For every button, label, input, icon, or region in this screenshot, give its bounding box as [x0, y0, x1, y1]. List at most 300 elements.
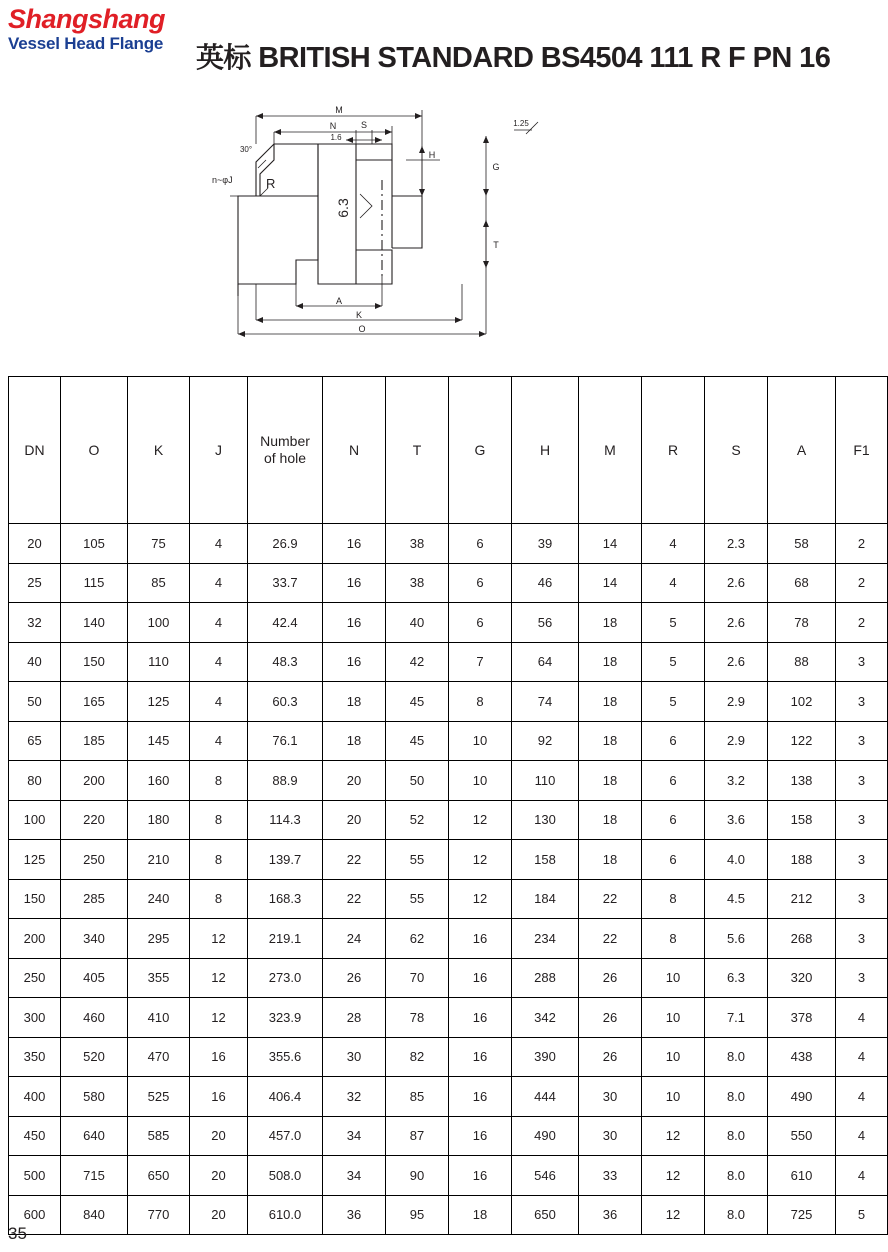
table-cell-t: 62	[386, 919, 449, 959]
table-cell-r: 6	[642, 761, 705, 801]
table-cell-h: 158	[512, 840, 579, 880]
table-cell-n: 24	[323, 919, 386, 959]
table-cell-h: 92	[512, 721, 579, 761]
drawing-label-h: H	[428, 150, 436, 160]
table-cell-f1: 3	[836, 919, 888, 959]
table-cell-h: 39	[512, 524, 579, 564]
table-cell-n: 34	[323, 1116, 386, 1156]
page-title-english: BRITISH STANDARD BS4504 111 R F PN 16	[258, 42, 831, 74]
column-header-h: H	[512, 377, 579, 524]
column-header-dn: DN	[9, 377, 61, 524]
table-cell-dn: 150	[9, 879, 61, 919]
table-cell-f1: 3	[836, 682, 888, 722]
table-cell-n: 16	[323, 524, 386, 564]
table-cell-dn: 80	[9, 761, 61, 801]
table-body	[9, 524, 888, 1235]
table-cell-r: 6	[642, 721, 705, 761]
column-header-r: R	[642, 377, 705, 524]
table-cell-j: 4	[190, 563, 248, 603]
table-cell-t: 95	[386, 1195, 449, 1235]
table-cell-a: 268	[768, 919, 836, 959]
table-cell-s: 8.0	[705, 1156, 768, 1196]
table-cell-number-of-hole: 610.0	[248, 1195, 323, 1235]
table-cell-t: 87	[386, 1116, 449, 1156]
table-cell-j: 20	[190, 1116, 248, 1156]
table-cell-n: 20	[323, 800, 386, 840]
table-cell-m: 22	[579, 919, 642, 959]
table-cell-t: 55	[386, 879, 449, 919]
table-cell-dn: 400	[9, 1077, 61, 1117]
drawing-label-n: N	[329, 121, 337, 131]
table-cell-g: 8	[449, 682, 512, 722]
table-cell-j: 12	[190, 998, 248, 1038]
table-row	[9, 1116, 888, 1156]
table-cell-h: 56	[512, 603, 579, 643]
column-header-g: G	[449, 377, 512, 524]
table-cell-dn: 250	[9, 958, 61, 998]
column-header-o: O	[61, 377, 128, 524]
table-row	[9, 919, 888, 959]
table-cell-j: 4	[190, 524, 248, 564]
table-cell-dn: 350	[9, 1037, 61, 1077]
table-cell-g: 16	[449, 998, 512, 1038]
table-row	[9, 642, 888, 682]
table-cell-r: 10	[642, 998, 705, 1038]
table-cell-m: 18	[579, 603, 642, 643]
table-cell-number-of-hole: 76.1	[248, 721, 323, 761]
table-cell-r: 4	[642, 524, 705, 564]
table-cell-j: 12	[190, 958, 248, 998]
table-cell-j: 8	[190, 761, 248, 801]
table-cell-k: 110	[128, 642, 190, 682]
table-cell-k: 160	[128, 761, 190, 801]
table-row	[9, 682, 888, 722]
table-cell-s: 4.5	[705, 879, 768, 919]
table-cell-number-of-hole: 60.3	[248, 682, 323, 722]
table-cell-r: 8	[642, 919, 705, 959]
table-cell-g: 18	[449, 1195, 512, 1235]
table-cell-a: 610	[768, 1156, 836, 1196]
table-cell-h: 130	[512, 800, 579, 840]
table-cell-number-of-hole: 139.7	[248, 840, 323, 880]
table-cell-g: 16	[449, 958, 512, 998]
table-cell-o: 405	[61, 958, 128, 998]
table-cell-n: 16	[323, 642, 386, 682]
table-cell-s: 4.0	[705, 840, 768, 880]
table-cell-t: 38	[386, 524, 449, 564]
table-cell-h: 390	[512, 1037, 579, 1077]
table-cell-a: 725	[768, 1195, 836, 1235]
table-cell-dn: 200	[9, 919, 61, 959]
table-cell-n: 20	[323, 761, 386, 801]
table-cell-j: 8	[190, 800, 248, 840]
table-cell-h: 546	[512, 1156, 579, 1196]
table-cell-o: 340	[61, 919, 128, 959]
table-cell-f1: 2	[836, 603, 888, 643]
table-cell-f1: 4	[836, 1037, 888, 1077]
table-row	[9, 563, 888, 603]
column-header-s: S	[705, 377, 768, 524]
page-title-chinese: 英标	[196, 42, 251, 73]
table-cell-g: 6	[449, 524, 512, 564]
table-cell-o: 185	[61, 721, 128, 761]
drawing-label-angle: 30°	[239, 145, 253, 154]
table-cell-f1: 3	[836, 721, 888, 761]
table-cell-r: 12	[642, 1116, 705, 1156]
table-cell-f1: 4	[836, 1156, 888, 1196]
table-cell-k: 770	[128, 1195, 190, 1235]
table-cell-s: 6.3	[705, 958, 768, 998]
table-cell-number-of-hole: 219.1	[248, 919, 323, 959]
table-cell-f1: 4	[836, 1077, 888, 1117]
table-cell-a: 438	[768, 1037, 836, 1077]
column-header-n: N	[323, 377, 386, 524]
table-cell-m: 22	[579, 879, 642, 919]
table-row	[9, 1156, 888, 1196]
table-cell-o: 115	[61, 563, 128, 603]
table-cell-dn: 50	[9, 682, 61, 722]
table-cell-number-of-hole: 508.0	[248, 1156, 323, 1196]
page-header	[0, 0, 853, 92]
table-cell-a: 68	[768, 563, 836, 603]
table-cell-t: 85	[386, 1077, 449, 1117]
specification-table	[8, 376, 888, 1235]
table-cell-f1: 3	[836, 761, 888, 801]
table-cell-n: 36	[323, 1195, 386, 1235]
table-cell-m: 14	[579, 563, 642, 603]
table-cell-m: 26	[579, 958, 642, 998]
table-row	[9, 1195, 888, 1235]
table-cell-g: 7	[449, 642, 512, 682]
table-cell-j: 16	[190, 1037, 248, 1077]
table-cell-n: 16	[323, 563, 386, 603]
table-cell-j: 12	[190, 919, 248, 959]
table-cell-k: 100	[128, 603, 190, 643]
table-cell-g: 16	[449, 1037, 512, 1077]
table-cell-r: 8	[642, 879, 705, 919]
column-header-k: K	[128, 377, 190, 524]
table-row	[9, 800, 888, 840]
table-cell-a: 490	[768, 1077, 836, 1117]
table-cell-k: 525	[128, 1077, 190, 1117]
table-cell-s: 5.6	[705, 919, 768, 959]
table-cell-g: 16	[449, 1116, 512, 1156]
table-cell-g: 16	[449, 919, 512, 959]
table-cell-m: 14	[579, 524, 642, 564]
table-row	[9, 1077, 888, 1117]
table-cell-a: 78	[768, 603, 836, 643]
table-cell-k: 295	[128, 919, 190, 959]
table-cell-h: 490	[512, 1116, 579, 1156]
table-cell-t: 50	[386, 761, 449, 801]
table-cell-k: 180	[128, 800, 190, 840]
table-cell-j: 20	[190, 1156, 248, 1196]
table-cell-k: 210	[128, 840, 190, 880]
table-cell-m: 18	[579, 721, 642, 761]
column-header-f1: F1	[836, 377, 888, 524]
table-cell-n: 18	[323, 721, 386, 761]
drawing-label-r: R	[266, 176, 276, 191]
table-cell-m: 26	[579, 998, 642, 1038]
table-cell-a: 58	[768, 524, 836, 564]
table-cell-f1: 4	[836, 1116, 888, 1156]
table-cell-s: 7.1	[705, 998, 768, 1038]
drawing-label-roughness: 6.3	[335, 198, 351, 218]
table-cell-n: 34	[323, 1156, 386, 1196]
table-cell-o: 105	[61, 524, 128, 564]
table-cell-a: 378	[768, 998, 836, 1038]
drawing-label-bolt-hole: n~φJ	[212, 175, 233, 185]
column-header-number-of-hole	[248, 377, 323, 524]
column-header-number-of-hole-line1: Number	[260, 432, 310, 449]
table-row	[9, 840, 888, 880]
table-row	[9, 879, 888, 919]
table-cell-s: 8.0	[705, 1116, 768, 1156]
table-cell-k: 75	[128, 524, 190, 564]
table-cell-j: 16	[190, 1077, 248, 1117]
page-number: 35	[8, 1224, 27, 1243]
table-cell-k: 240	[128, 879, 190, 919]
table-cell-g: 12	[449, 879, 512, 919]
table-cell-t: 70	[386, 958, 449, 998]
table-cell-t: 78	[386, 998, 449, 1038]
table-cell-r: 12	[642, 1156, 705, 1196]
table-cell-g: 12	[449, 800, 512, 840]
table-cell-a: 550	[768, 1116, 836, 1156]
table-cell-f1: 2	[836, 524, 888, 564]
table-cell-h: 342	[512, 998, 579, 1038]
table-cell-dn: 300	[9, 998, 61, 1038]
drawing-label-m: M	[335, 105, 343, 115]
table-cell-o: 840	[61, 1195, 128, 1235]
table-cell-n: 28	[323, 998, 386, 1038]
table-cell-f1: 3	[836, 800, 888, 840]
table-cell-t: 82	[386, 1037, 449, 1077]
table-cell-h: 184	[512, 879, 579, 919]
table-row	[9, 721, 888, 761]
table-cell-a: 122	[768, 721, 836, 761]
table-cell-f1: 2	[836, 563, 888, 603]
column-header-a: A	[768, 377, 836, 524]
column-header-m: M	[579, 377, 642, 524]
drawing-label-k: K	[355, 310, 363, 320]
logo-tagline: Vessel Head Flange	[8, 34, 164, 53]
table-cell-m: 30	[579, 1077, 642, 1117]
table-cell-r: 5	[642, 642, 705, 682]
table-cell-dn: 125	[9, 840, 61, 880]
table-cell-r: 12	[642, 1195, 705, 1235]
table-cell-dn: 450	[9, 1116, 61, 1156]
table-cell-j: 4	[190, 603, 248, 643]
table-cell-t: 42	[386, 642, 449, 682]
table-cell-s: 3.6	[705, 800, 768, 840]
table-cell-o: 200	[61, 761, 128, 801]
company-logo	[8, 6, 193, 54]
table-cell-s: 2.6	[705, 563, 768, 603]
table-cell-number-of-hole: 273.0	[248, 958, 323, 998]
table-cell-h: 444	[512, 1077, 579, 1117]
drawing-label-a: A	[335, 296, 343, 306]
table-cell-g: 12	[449, 840, 512, 880]
table-cell-t: 90	[386, 1156, 449, 1196]
column-header-t: T	[386, 377, 449, 524]
table-header-row	[9, 377, 888, 524]
table-cell-t: 52	[386, 800, 449, 840]
table-cell-s: 2.9	[705, 721, 768, 761]
table-cell-a: 138	[768, 761, 836, 801]
table-cell-o: 520	[61, 1037, 128, 1077]
table-cell-m: 36	[579, 1195, 642, 1235]
table-cell-o: 640	[61, 1116, 128, 1156]
table-cell-g: 10	[449, 761, 512, 801]
table-cell-a: 212	[768, 879, 836, 919]
table-cell-m: 18	[579, 682, 642, 722]
table-cell-number-of-hole: 406.4	[248, 1077, 323, 1117]
table-cell-k: 650	[128, 1156, 190, 1196]
table-cell-h: 64	[512, 642, 579, 682]
table-cell-o: 715	[61, 1156, 128, 1196]
table-cell-number-of-hole: 114.3	[248, 800, 323, 840]
table-cell-s: 3.2	[705, 761, 768, 801]
table-cell-g: 6	[449, 603, 512, 643]
table-cell-number-of-hole: 168.3	[248, 879, 323, 919]
table-cell-o: 285	[61, 879, 128, 919]
table-cell-m: 26	[579, 1037, 642, 1077]
table-cell-dn: 600	[9, 1195, 61, 1235]
table-cell-n: 18	[323, 682, 386, 722]
table-cell-r: 4	[642, 563, 705, 603]
table-cell-n: 22	[323, 840, 386, 880]
table-cell-r: 10	[642, 1077, 705, 1117]
table-cell-g: 16	[449, 1077, 512, 1117]
table-row	[9, 524, 888, 564]
table-row	[9, 958, 888, 998]
table-cell-o: 580	[61, 1077, 128, 1117]
table-cell-m: 18	[579, 642, 642, 682]
table-cell-number-of-hole: 42.4	[248, 603, 323, 643]
table-cell-j: 4	[190, 682, 248, 722]
table-cell-o: 460	[61, 998, 128, 1038]
table-cell-k: 145	[128, 721, 190, 761]
table-cell-a: 188	[768, 840, 836, 880]
table-cell-dn: 100	[9, 800, 61, 840]
table-cell-number-of-hole: 88.9	[248, 761, 323, 801]
table-cell-g: 10	[449, 721, 512, 761]
table-cell-j: 4	[190, 642, 248, 682]
table-cell-k: 470	[128, 1037, 190, 1077]
table-cell-k: 585	[128, 1116, 190, 1156]
table-cell-h: 110	[512, 761, 579, 801]
column-header-number-of-hole-line2: of hole	[263, 450, 307, 466]
drawing-label-g: G	[492, 162, 500, 172]
table-cell-number-of-hole: 26.9	[248, 524, 323, 564]
table-cell-dn: 65	[9, 721, 61, 761]
table-cell-r: 5	[642, 682, 705, 722]
table-cell-o: 220	[61, 800, 128, 840]
table-cell-t: 45	[386, 682, 449, 722]
table-cell-o: 150	[61, 642, 128, 682]
table-cell-s: 8.0	[705, 1077, 768, 1117]
table-cell-f1: 3	[836, 840, 888, 880]
table-cell-n: 22	[323, 879, 386, 919]
table-cell-f1: 3	[836, 879, 888, 919]
table-cell-r: 6	[642, 840, 705, 880]
table-cell-s: 8.0	[705, 1037, 768, 1077]
drawing-area	[0, 92, 853, 360]
table-cell-a: 158	[768, 800, 836, 840]
table-cell-t: 45	[386, 721, 449, 761]
drawing-label-o: O	[358, 324, 366, 334]
drawing-label-chamfer: 1.25	[513, 119, 529, 128]
column-header-j: J	[190, 377, 248, 524]
table-cell-s: 8.0	[705, 1195, 768, 1235]
table-cell-f1: 4	[836, 998, 888, 1038]
table-cell-h: 288	[512, 958, 579, 998]
table-cell-dn: 500	[9, 1156, 61, 1196]
table-cell-n: 32	[323, 1077, 386, 1117]
table-cell-m: 18	[579, 840, 642, 880]
table-cell-dn: 20	[9, 524, 61, 564]
table-cell-t: 40	[386, 603, 449, 643]
logo-company-name: Shangshang	[8, 4, 166, 34]
table-cell-m: 18	[579, 761, 642, 801]
table-cell-j: 4	[190, 721, 248, 761]
table-cell-r: 6	[642, 800, 705, 840]
table-cell-o: 250	[61, 840, 128, 880]
table-cell-s: 2.6	[705, 603, 768, 643]
table-cell-o: 140	[61, 603, 128, 643]
table-cell-r: 10	[642, 958, 705, 998]
table-cell-f1: 3	[836, 642, 888, 682]
table-cell-dn: 40	[9, 642, 61, 682]
table-cell-g: 16	[449, 1156, 512, 1196]
table-header	[9, 377, 888, 524]
table-cell-k: 85	[128, 563, 190, 603]
table-cell-h: 74	[512, 682, 579, 722]
table-cell-number-of-hole: 33.7	[248, 563, 323, 603]
table-row	[9, 998, 888, 1038]
table-cell-s: 2.9	[705, 682, 768, 722]
drawing-label-s-value: 1.6	[330, 133, 342, 142]
page-title	[196, 36, 830, 76]
table-row	[9, 603, 888, 643]
table-cell-n: 16	[323, 603, 386, 643]
table-row	[9, 1037, 888, 1077]
table-cell-o: 165	[61, 682, 128, 722]
specification-table-container	[8, 376, 870, 1235]
table-cell-number-of-hole: 323.9	[248, 998, 323, 1038]
table-cell-number-of-hole: 48.3	[248, 642, 323, 682]
table-cell-a: 320	[768, 958, 836, 998]
table-cell-h: 650	[512, 1195, 579, 1235]
table-cell-r: 10	[642, 1037, 705, 1077]
table-row	[9, 761, 888, 801]
table-cell-j: 20	[190, 1195, 248, 1235]
table-cell-k: 125	[128, 682, 190, 722]
table-cell-j: 8	[190, 840, 248, 880]
flange-technical-drawing	[196, 100, 556, 340]
table-cell-a: 88	[768, 642, 836, 682]
drawing-label-s: S	[360, 120, 368, 130]
table-cell-s: 2.3	[705, 524, 768, 564]
table-cell-t: 38	[386, 563, 449, 603]
table-cell-f1: 5	[836, 1195, 888, 1235]
table-cell-k: 355	[128, 958, 190, 998]
drawing-label-t: T	[493, 240, 499, 250]
table-cell-m: 30	[579, 1116, 642, 1156]
table-cell-n: 26	[323, 958, 386, 998]
table-cell-f1: 3	[836, 958, 888, 998]
